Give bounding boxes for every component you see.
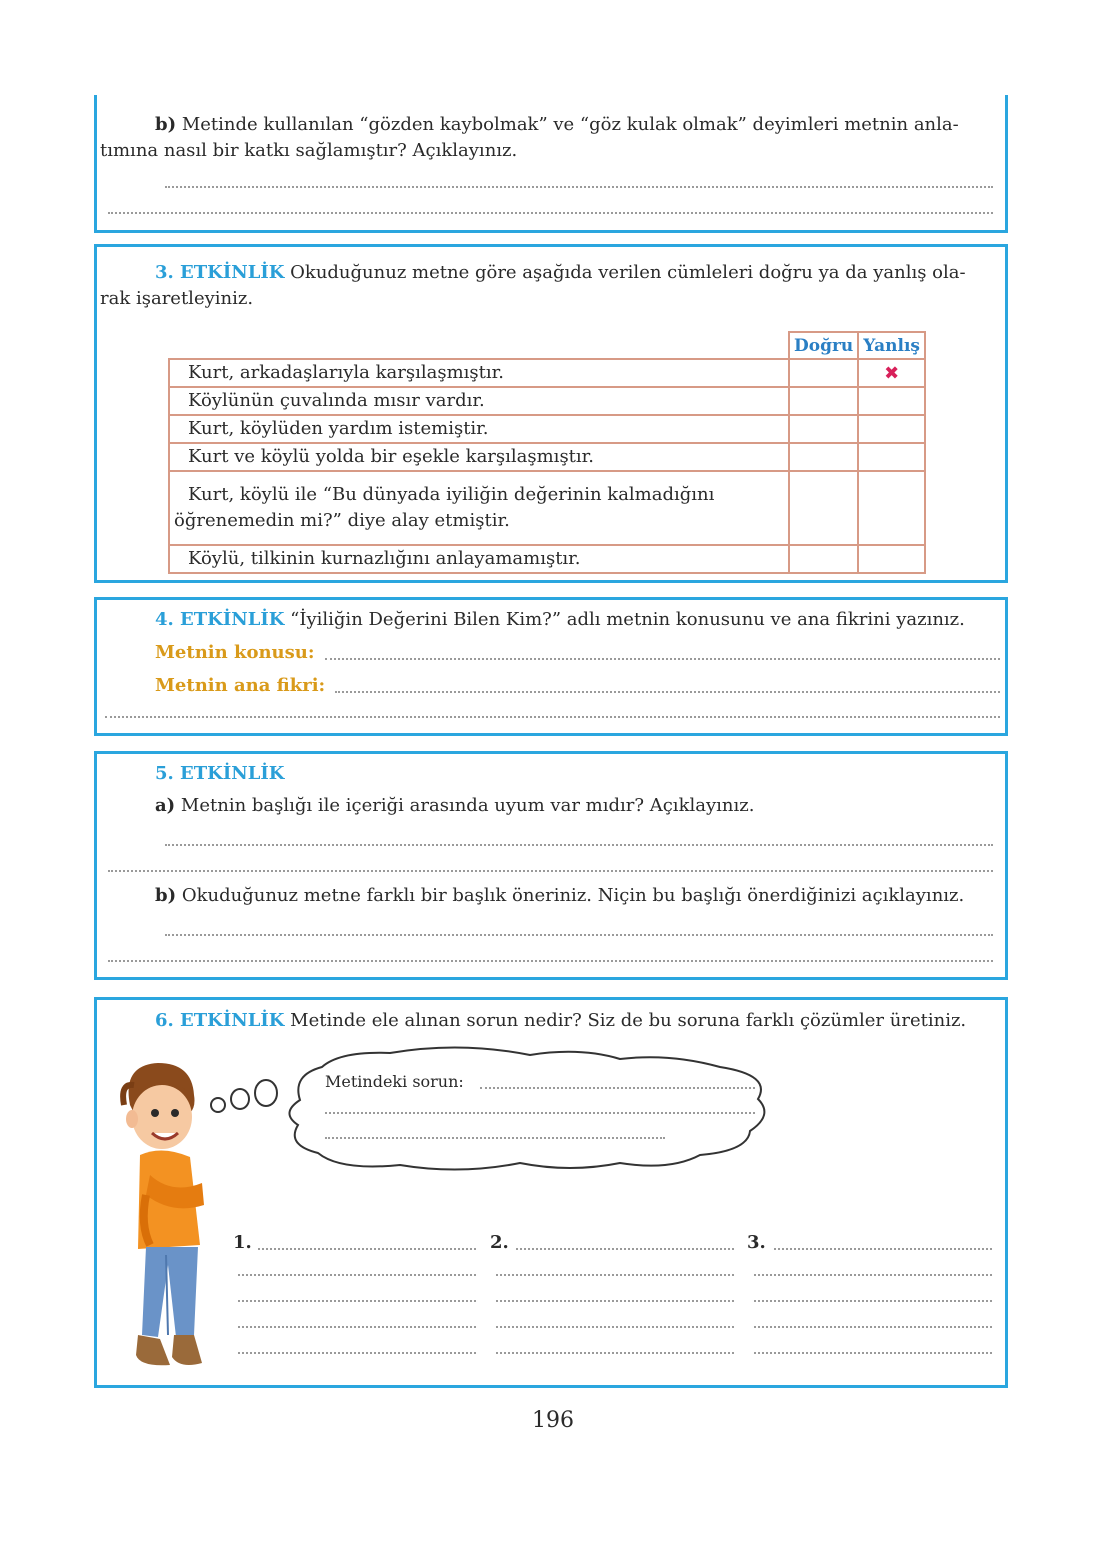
solution-line[interactable] [754, 1352, 992, 1354]
solution-line[interactable] [516, 1248, 734, 1250]
solution-line[interactable] [238, 1352, 476, 1354]
problem-answer-line[interactable] [480, 1087, 755, 1089]
prev-question-line1: b) Metinde kullanılan “gözden kaybolmak” ve “göz kulak olmak” deyimleri metnin anla- [155, 114, 959, 135]
true-checkbox[interactable] [789, 415, 858, 443]
table-row [169, 443, 925, 471]
true-checkbox[interactable] [789, 545, 858, 573]
prev-question-line2: tımına nasıl bir katkı sağlamıştır? Açıklayınız. [100, 140, 518, 161]
true-checkbox[interactable] [789, 387, 858, 415]
statement: Köylünün çuvalında mısır vardır. [169, 387, 789, 415]
activity4-line: 4. ETKİNLİK “İyiliğin Değerini Bilen Kim?” adlı metnin konusunu ve ana fikrini yazınız. [155, 609, 965, 630]
solution-number-1: 1. [233, 1232, 252, 1253]
solution-line[interactable] [238, 1300, 476, 1302]
page-number: 196 [532, 1408, 574, 1433]
true-checkbox[interactable] [789, 359, 858, 387]
solution-line[interactable] [774, 1248, 992, 1250]
prev-question-label: b) [155, 114, 177, 135]
problem-answer-line[interactable] [325, 1137, 665, 1139]
topic-answer-line[interactable] [325, 658, 1000, 660]
false-checkbox[interactable] [858, 359, 925, 387]
true-false-table [168, 331, 926, 574]
topic-label: Metnin konusu: [155, 642, 315, 663]
statement: Kurt, köylüden yardım istemiştir. [169, 415, 789, 443]
solution-line[interactable] [754, 1274, 992, 1276]
answer-line[interactable] [108, 960, 993, 962]
table-row [169, 471, 925, 545]
cross-mark-icon: ✖ [884, 362, 900, 384]
true-checkbox[interactable] [789, 471, 858, 545]
activity3-title: 3. ETKİNLİK [155, 262, 285, 283]
activity5-question-a: a) Metnin başlığı ile içeriği arasında uyum var mıdır? Açıklayınız. [155, 795, 755, 816]
false-checkbox[interactable] [858, 443, 925, 471]
table-row [169, 545, 925, 573]
statement: Kurt, arkadaşlarıyla karşılaşmıştır. [169, 359, 789, 387]
problem-answer-line[interactable] [325, 1112, 755, 1114]
answer-line[interactable] [108, 212, 993, 214]
answer-line[interactable] [108, 870, 993, 872]
statement: Kurt, köylü ile “Bu dünyada iyiliğin değerinin kalmadığını öğrenemedin mi?” diye alay etmiştir. [169, 471, 789, 545]
column-true: Doğru [789, 332, 858, 359]
statement: Köylü, tilkinin kurnazlığını anlayamamıştır. [169, 545, 789, 573]
false-checkbox[interactable] [858, 415, 925, 443]
activity3-line2: rak işaretleyiniz. [100, 288, 254, 309]
answer-line[interactable] [165, 934, 993, 936]
table-row [169, 387, 925, 415]
table-row [169, 359, 925, 387]
activity6-title: 6. ETKİNLİK [155, 1010, 285, 1031]
false-checkbox[interactable] [858, 387, 925, 415]
false-checkbox[interactable] [858, 471, 925, 545]
answer-line[interactable] [165, 844, 993, 846]
solution-line[interactable] [238, 1274, 476, 1276]
false-checkbox[interactable] [858, 545, 925, 573]
answer-line[interactable] [105, 716, 1000, 718]
activity4-title: 4. ETKİNLİK [155, 609, 285, 630]
solution-line[interactable] [238, 1326, 476, 1328]
solution-line[interactable] [754, 1300, 992, 1302]
activity5-question-b: b) Okuduğunuz metne farklı bir başlık öneriniz. Niçin bu başlığı önerdiğinizi açıklayınız. [155, 885, 965, 906]
solution-line[interactable] [496, 1352, 734, 1354]
activity5-title: 5. ETKİNLİK [155, 763, 285, 784]
problem-label: Metindeki sorun: [325, 1072, 464, 1091]
activity6-line: 6. ETKİNLİK Metinde ele alınan sorun nedir? Siz de bu soruna farklı çözümler üretiniz. [155, 1010, 967, 1031]
true-checkbox[interactable] [789, 443, 858, 471]
activity3-line1: 3. ETKİNLİK Okuduğunuz metne göre aşağıda verilen cümleleri doğru ya da yanlış ola- [155, 262, 966, 283]
solution-line[interactable] [496, 1300, 734, 1302]
main-idea-answer-line[interactable] [335, 691, 1000, 693]
solution-line[interactable] [754, 1326, 992, 1328]
solution-line[interactable] [496, 1274, 734, 1276]
solution-line[interactable] [258, 1248, 476, 1250]
table-row [169, 415, 925, 443]
solution-line[interactable] [496, 1326, 734, 1328]
main-idea-label: Metnin ana fikri: [155, 675, 326, 696]
solution-number-2: 2. [490, 1232, 509, 1253]
statement: Kurt ve köylü yolda bir eşekle karşılaşmıştır. [169, 443, 789, 471]
thought-bubble [200, 1045, 780, 1175]
solution-number-3: 3. [747, 1232, 766, 1253]
column-false: Yanlış [858, 332, 925, 359]
answer-line[interactable] [165, 186, 993, 188]
